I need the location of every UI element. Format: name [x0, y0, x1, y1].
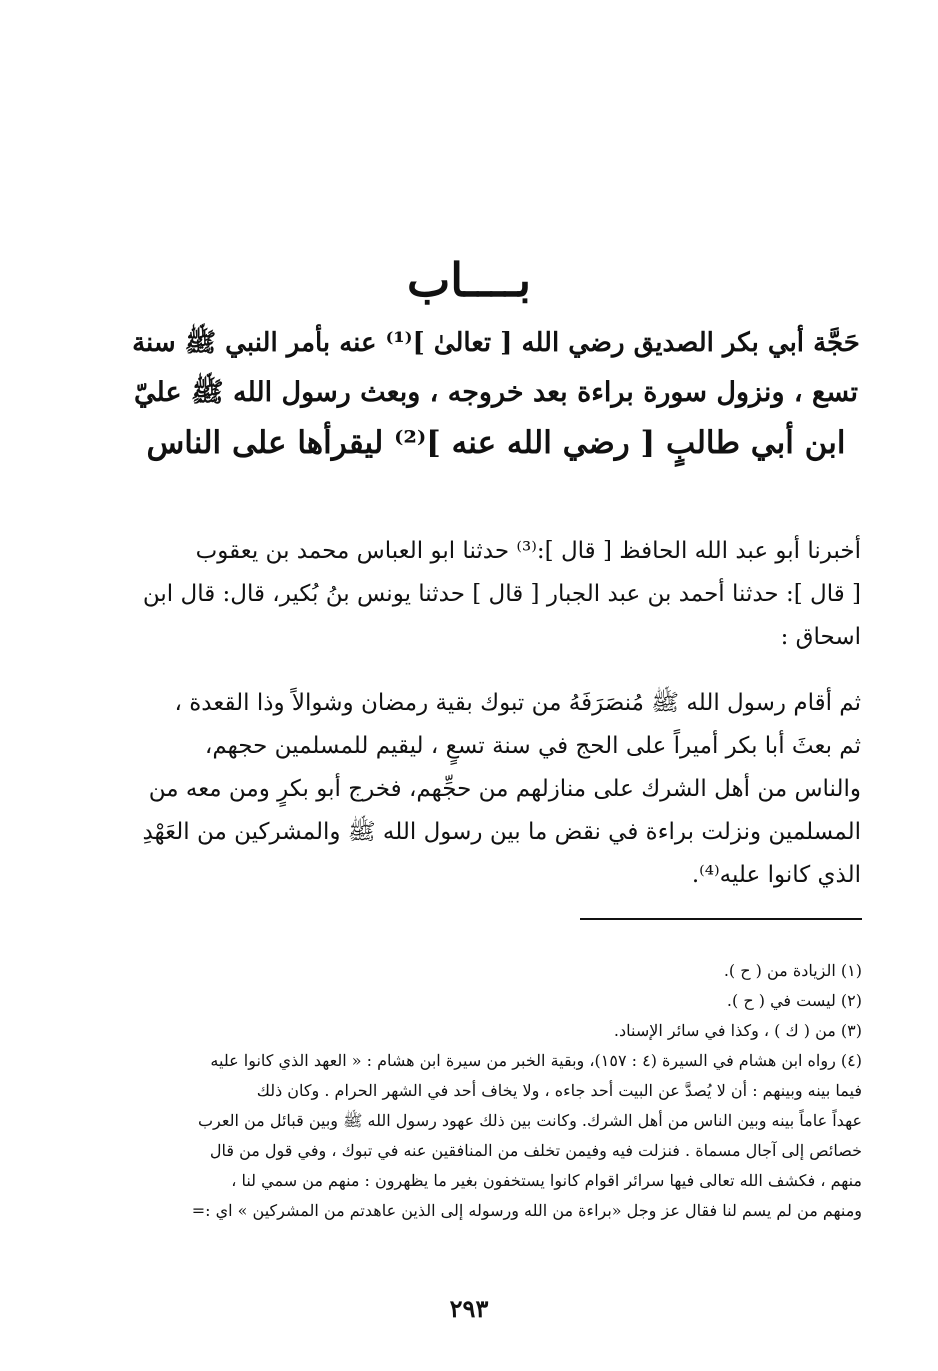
page-number: ٢٩٣ [449, 1294, 489, 1323]
matn-paragraph [133, 682, 861, 897]
footnote-line: خصائص إلى آجال مسماة . فنزلت فيه وفيمن تخلف من المنافقين عنه في تبوك ، وفي قول من قال [209, 1141, 862, 1160]
footnotes [130, 956, 862, 1226]
paragraph-line: [ قال ]: حدثنا أحمد بن عبد الجبار [ قال ] حدثنا يونس بنُ بُكير، قال: قال ابن [142, 581, 861, 607]
footnote-line: (٣) من ( ك ) ، وكذا في سائر الإسناد. [613, 1021, 862, 1040]
footnote-line: (٤) رواه ابن هشام في السيرة (٤ : ١٥٧)، وبقية الخبر من سيرة ابن هشام : « العهد الذي كانوا عليه [210, 1051, 862, 1070]
footnote-line: عهداً عاماً بينه وبين الناس من أهل الشرك. وكانت بين ذلك عهود رسول الله ﷺ وبين قبائل من العرب [197, 1111, 862, 1130]
chapter-title-line: حَجَّة أبي بكر الصديق رضي الله [ تعالىٰ ]⁽¹⁾ عنه بأمر النبي ﷺ سنة [132, 328, 860, 358]
footnote-separator [580, 918, 862, 920]
paragraph-line: والناس من أهل الشرك على منازلهم من حجِّهم، فخرج أبو بكرٍ ومن معه من [148, 776, 861, 802]
chapter-title [130, 318, 862, 468]
chapter-heading: بــــاب [406, 253, 532, 307]
paragraph-line: ثم أقام رسول الله ﷺ مُنصَرَفَهُ من تبوك بقية رمضان وشوالاً وذا القعدة ، [174, 690, 861, 716]
footnote-line: فيما بينه وبينهم : أن لا يُصدَّ عن البيت أحد جاءه ، ولا يخاف أحد في الشهر الحرام . وكان ذلك [256, 1081, 862, 1100]
paragraph-line: اسحاق : [780, 624, 861, 650]
footnote-line: ومنهم من لم يسم لنا فقال عز وجل «براءة من الله ورسوله إلى الذين عاهدتم من المشركين » اي := [191, 1201, 862, 1220]
chapter-title-line: ابن أبي طالبٍ [ رضي الله عنه ]⁽²⁾ ليقرأها على الناس [146, 425, 846, 461]
footnote-line: منهم ، فكشف الله تعالى فيها سرائر اقوام كانوا يستخفون بغير ما يظهرون : منهم من سمي لنا ، [231, 1171, 862, 1190]
isnad-paragraph [133, 530, 861, 659]
chapter-title-line: تسع ، ونزول سورة براءة بعد خروجه ، وبعث رسول الله ﷺ عليّ [134, 377, 858, 408]
paragraph-line: ثم بعثَ أبا بكر أميراً على الحج في سنة تسعٍ ، ليقيم للمسلمين حجهم، [204, 733, 861, 759]
footnote-line: (٢) ليست في ( ح ). [726, 991, 862, 1010]
paragraph-line: أخبرنا أبو عبد الله الحافظ [ قال ]:⁽³⁾ حدثنا ابو العباس محمد بن يعقوب [195, 538, 861, 564]
footnote-line: (١) الزيادة من ( ح ). [723, 961, 862, 980]
paragraph-line: المسلمين ونزلت براءة في نقض ما بين رسول الله ﷺ والمشركين من العَهْدِ [142, 819, 861, 845]
paragraph-line: الذي كانوا عليه⁽⁴⁾. [691, 862, 861, 888]
